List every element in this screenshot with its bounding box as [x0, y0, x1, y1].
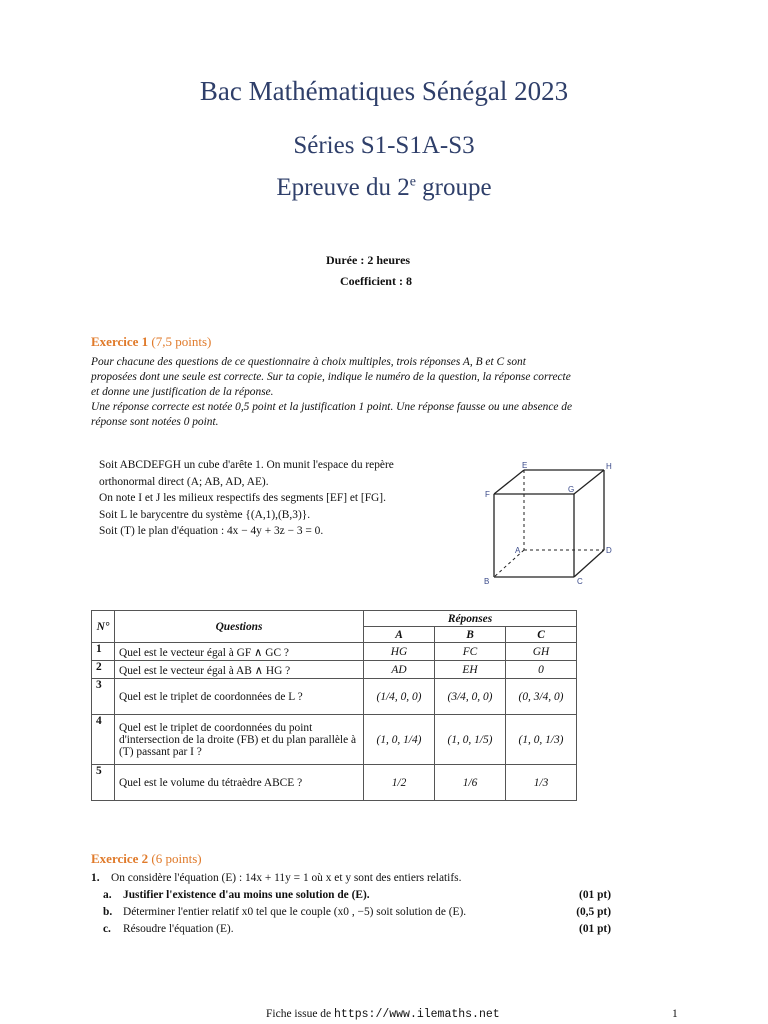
- coefficient: Coefficient : 8: [340, 274, 412, 288]
- series-title: Séries S1-S1A-S3: [293, 132, 475, 159]
- sub-question: [91, 887, 611, 904]
- vertex-label: F: [485, 490, 490, 499]
- answer-b: 1/6: [435, 765, 506, 801]
- table-row: [92, 643, 577, 661]
- question-number: 1.: [91, 872, 100, 884]
- answer-c: 0: [506, 661, 577, 679]
- sub-points: (01 pt): [579, 923, 611, 935]
- table-row: [92, 661, 577, 679]
- footer: [266, 1008, 500, 1021]
- question-number: 1: [92, 643, 115, 661]
- question-number: 5: [92, 765, 115, 801]
- question-text: On considère l'équation (E) : 14x + 11y = 1 où x et y sont des entiers relatifs.: [111, 872, 462, 884]
- sub-question: [91, 921, 611, 938]
- vertex-label: H: [606, 462, 612, 471]
- answer-a: (1, 0, 1/4): [364, 715, 435, 765]
- answer-b: (3/4, 0, 0): [435, 679, 506, 715]
- question-text: Quel est le vecteur égal à GF ∧ GC ?: [115, 643, 364, 661]
- answer-c: GH: [506, 643, 577, 661]
- exercise-2-heading: [91, 851, 202, 867]
- question-number: 2: [92, 661, 115, 679]
- sub-label: c.: [103, 923, 111, 935]
- footer-link[interactable]: https://www.ilemaths.net: [334, 1008, 500, 1021]
- table-row: [92, 679, 577, 715]
- setup-line: orthonormal direct (A; AB, AD, AE).: [99, 475, 269, 488]
- answer-b: EH: [435, 661, 506, 679]
- answer-a: HG: [364, 643, 435, 661]
- epreuve-title: Epreuve du 2e groupe: [276, 174, 492, 201]
- vertex-label: G: [568, 485, 575, 494]
- exercise-2-points: (6 points): [151, 851, 202, 866]
- answer-c: (0, 3/4, 0): [506, 679, 577, 715]
- vertex-label: E: [522, 462, 528, 470]
- header-c: C: [506, 627, 577, 643]
- exercise-1-label: Exercice 1: [91, 334, 149, 349]
- qcm-table: [91, 610, 577, 801]
- page-number: 1: [672, 1008, 678, 1020]
- answer-c: (1, 0, 1/3): [506, 715, 577, 765]
- vertex-label: C: [577, 577, 583, 586]
- exercise-2-content: [91, 870, 611, 938]
- sub-text: Déterminer l'entier relatif x0 tel que le couple (x0 , −5) soit solution de (E).: [123, 906, 467, 918]
- setup-line: Soit ABCDEFGH un cube d'arête 1. On munit l'espace du repère: [99, 459, 394, 471]
- instruction-line: réponse sont notées 0 point.: [91, 416, 219, 428]
- exercise-1-setup: [99, 457, 439, 540]
- question-text: Quel est le volume du tétraèdre ABCE ?: [115, 765, 364, 801]
- sub-label: b.: [103, 906, 113, 918]
- header-a: A: [364, 627, 435, 643]
- instruction-line: Une réponse correcte est notée 0,5 point et la justification 1 point. Une réponse fausse ou une absence de: [91, 401, 573, 413]
- document-title: Bac Mathématiques Sénégal 2023: [199, 76, 569, 106]
- question-text: Quel est le triplet de coordonnées de L ?: [115, 679, 364, 715]
- question-1: [91, 870, 611, 887]
- answer-a: AD: [364, 661, 435, 679]
- table-row: [92, 765, 577, 801]
- exercise-2-label: Exercice 2: [91, 851, 149, 866]
- exercise-1-instructions: [91, 355, 629, 430]
- answer-b: FC: [435, 643, 506, 661]
- sub-text: Résoudre l'équation (E).: [123, 923, 234, 935]
- table-row: [92, 715, 577, 765]
- sub-question: [91, 904, 611, 921]
- vertex-label: D: [606, 546, 612, 555]
- sub-text: Justifier l'existence d'au moins une solution de (E).: [123, 889, 370, 901]
- exercise-1-points: (7,5 points): [151, 334, 212, 349]
- duration: Durée : 2 heures: [326, 253, 411, 267]
- instruction-line: Pour chacune des questions de ce questionnaire à choix multiples, trois réponses A, B et C sont: [91, 356, 526, 368]
- vertex-label: A: [515, 546, 521, 555]
- setup-line: On note I et J les milieux respectifs des segments [EF] et [FG].: [99, 492, 386, 504]
- setup-line: Soit L le barycentre du système {(A,1),(B,3)}.: [99, 508, 311, 521]
- header-number: N°: [92, 611, 115, 643]
- header-b: B: [435, 627, 506, 643]
- answer-b: (1, 0, 1/5): [435, 715, 506, 765]
- answer-a: 1/2: [364, 765, 435, 801]
- question-text: Quel est le vecteur égal à AB ∧ HG ?: [115, 661, 364, 679]
- question-number: 4: [92, 715, 115, 765]
- instruction-line: proposées dont une seule est correcte. Sur ta copie, indique le numéro de la question, la réponse correcte: [91, 371, 571, 383]
- sub-label: a.: [103, 889, 112, 901]
- sub-points: (0,5 pt): [576, 906, 611, 918]
- cube-figure: [478, 462, 628, 592]
- header-questions: Questions: [115, 611, 364, 643]
- vertex-label: B: [484, 577, 490, 586]
- setup-line: Soit (T) le plan d'équation : 4x − 4y + 3z − 3 = 0.: [99, 525, 324, 537]
- sub-points: (01 pt): [579, 889, 611, 901]
- answer-a: (1/4, 0, 0): [364, 679, 435, 715]
- footer-prefix: Fiche issue de: [266, 1008, 335, 1020]
- instruction-line: et donne une justification de la réponse.: [91, 386, 274, 398]
- answer-c: 1/3: [506, 765, 577, 801]
- question-text: Quel est le triplet de coordonnées du point d'intersection de la droite (FB) et du plan parallèle à (T) passant par I ?: [115, 715, 364, 765]
- question-number: 3: [92, 679, 115, 715]
- header-reponses: Réponses: [364, 611, 577, 627]
- exercise-1-heading: [91, 334, 211, 350]
